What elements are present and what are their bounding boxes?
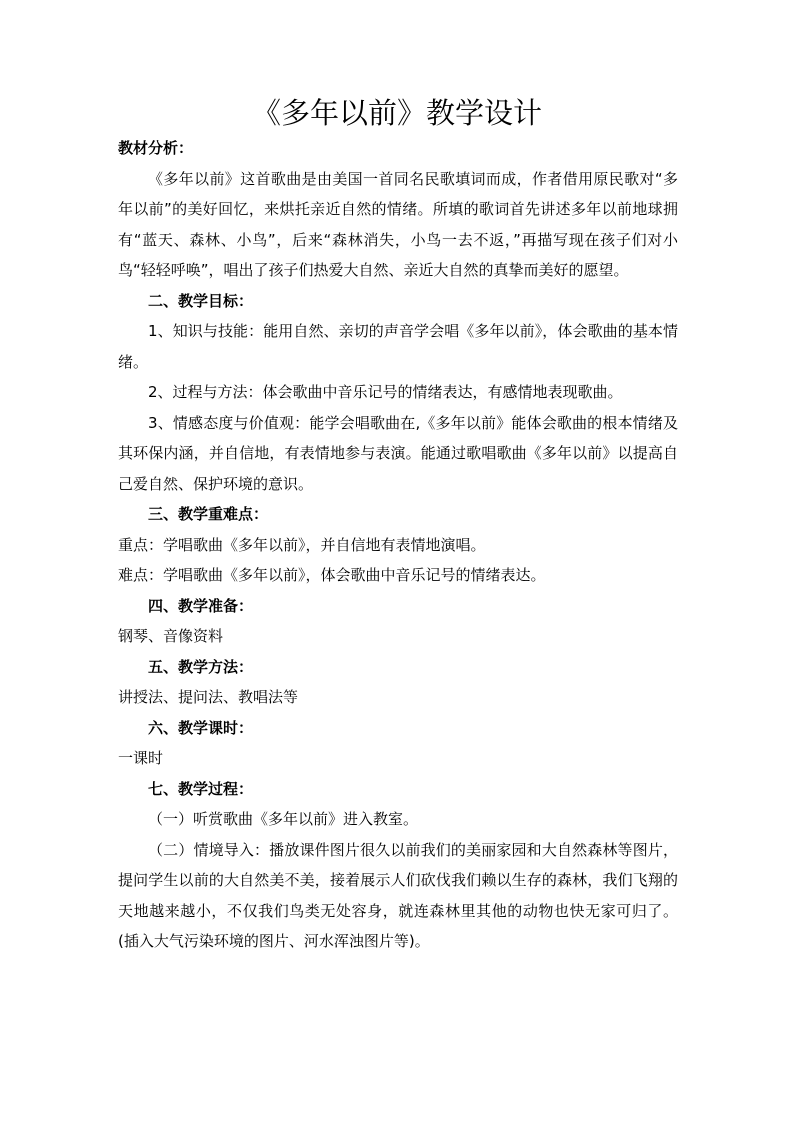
goal-1: 1、知识与技能：能用自然、亲切的声音学会唱《多年以前》，体会歌曲的基本情绪。	[118, 322, 678, 371]
hours-heading: 六、教学课时：	[148, 718, 254, 737]
hours-text: 一课时	[118, 749, 164, 767]
prep-heading: 四、教学准备：	[148, 596, 254, 615]
goal-3: 3、情感态度与价值观：能学会唱歌曲在,《多年以前》能体会歌曲的根本情绪及其环保内涵，并自信地，有表情地参与表演。能通过歌唱歌曲《多年以前》以提高自己爱自然、保护环境的意识。	[118, 413, 678, 493]
process-heading: 七、教学过程：	[148, 779, 254, 798]
method-text: 讲授法、提问法、教唱法等	[118, 688, 299, 706]
key-heading: 三、教学重难点：	[148, 505, 269, 523]
difficult-point: 难点：学唱歌曲《多年以前》，体会歌曲中音乐记号的情绪表达。	[118, 566, 546, 584]
process-step-2: （二）情境导入：播放课件图片很久以前我们的美丽家园和大自然森林等图片，提问学生以前的大自然美不美，接着展示人们砍伐我们赖以生存的森林，我们飞翔的天地越来越小，不仅我们鸟类无处容身，就连森林里其他的动物也快无家可归了。(插入大气污染环境的图片、河水浑浊图片等)。	[118, 840, 678, 950]
analysis-heading: 教材分析：	[118, 139, 194, 157]
prep-text: 钢琴、音像资料	[118, 627, 224, 645]
goal-2: 2、过程与方法：体会歌曲中音乐记号的情绪表达，有感情地表现歌曲。	[148, 383, 623, 401]
process-step-1: （一）听赏歌曲《多年以前》进入教室。	[148, 810, 419, 828]
method-heading: 五、教学方法：	[148, 657, 254, 676]
document-title: 《多年以前》教学设计	[251, 96, 542, 130]
document-body	[118, 133, 678, 957]
analysis-paragraph: 《多年以前》这首歌曲是由美国一首同名民歌填词而成，作者借用原民歌对“多年以前”的美好回忆，来烘托亲近自然的情绪。所填的歌词首先讲述多年以前地球拥有“蓝天、森林、小鸟”，后来“森林消失，小鸟一去不返，”再描写现在孩子们对小鸟“轻轻呼唤”，唱出了孩子们热爱大自然、亲近大自然的真挚而美好的愿望。	[118, 169, 678, 279]
goals-heading: 二、教学目标：	[148, 291, 254, 310]
key-point: 重点：学唱歌曲《多年以前》，并自信地有表情地演唱。	[118, 535, 486, 554]
